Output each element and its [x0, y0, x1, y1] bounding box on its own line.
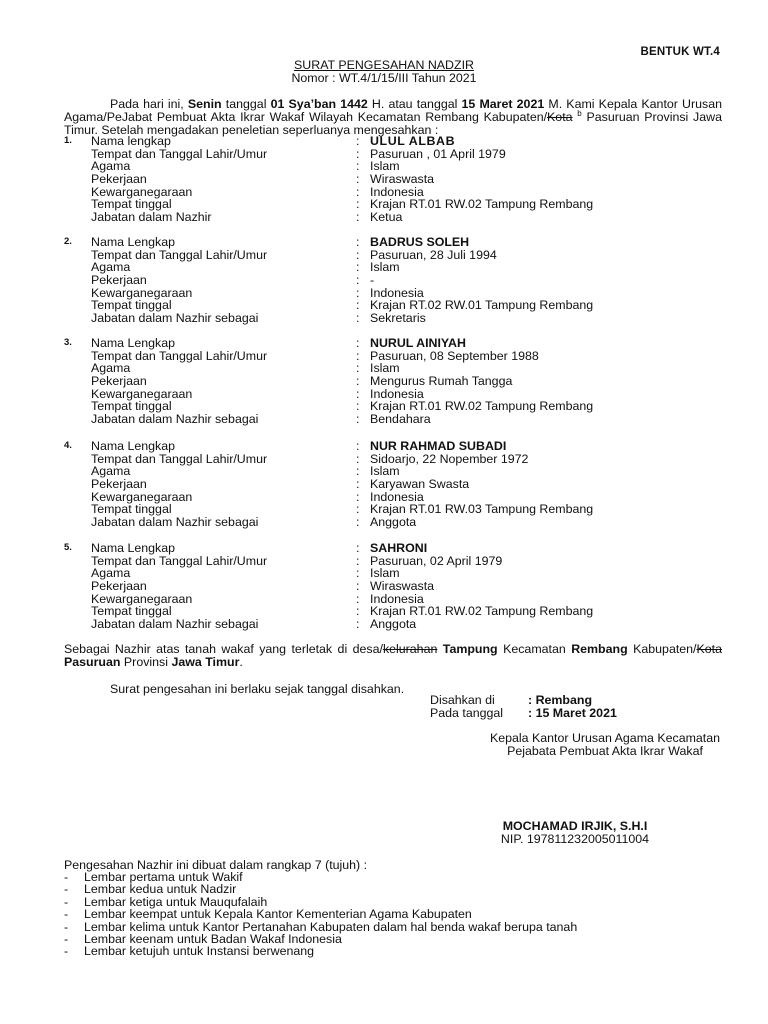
field-value: Ketua: [370, 210, 403, 225]
field-value: Islam: [370, 260, 400, 275]
field-label: Nama Lengkap: [91, 235, 176, 249]
field-label: Kewarganegaraan: [91, 591, 193, 606]
field-value: Wiraswasta: [370, 579, 435, 594]
field-value: Krajan RT.01 RW.02 Tampung Rembang: [370, 604, 594, 619]
field-value: Pasuruan, 28 Juli 1994: [370, 247, 497, 262]
field-value: Bendahara: [370, 412, 431, 427]
field-label: Tempat tinggal: [91, 502, 172, 517]
field-value: Krajan RT.01 RW.02 Tampung Rembang: [370, 399, 594, 414]
field-label: Tempat dan Tanggal Lahir/Umur: [91, 553, 268, 568]
ratified-place: Disahkan di : Rembang: [430, 693, 593, 707]
field-label: Agama: [91, 464, 131, 479]
field-label: Pekerjaan: [91, 477, 147, 492]
field-label: Tempat tinggal: [91, 298, 172, 313]
field-label: Agama: [91, 361, 131, 376]
member-number: 2.: [64, 236, 72, 247]
field-label: Tempat tinggal: [91, 399, 172, 414]
field-label: Pekerjaan: [91, 579, 147, 594]
member-number: 5.: [64, 542, 72, 553]
intro-paragraph: Pada hari ini, Senin tanggal 01 Sya’ban 1442 H. atau tanggal 15 Maret 2021 M. Kami Kepala Kantor Urusan Agama/PeJabat Pembuat Akta Ikrar Wakaf Wilayah Kecamatan Rembang Kabupaten/Kota $^b$ Pasuruan Provinsi Jawa Timur. Setelah mengadakan peneletian seperluanya mengesahkan :: [64, 97, 722, 137]
field-value: Pasuruan , 01 April 1979: [370, 146, 506, 161]
field-value: Krajan RT.01 RW.03 Tampung Rembang: [370, 502, 594, 517]
nadzir-member-3: 3. Nama Lengkap : NURUL AINIYAH Tempat dan Tanggal Lahir/Umur : Pasuruan, 08 September 1988 Agama : Islam Pekerjaan : Mengurus Rumah Tangga Kewarganegaraan : Indonesia Tempat tinggal : Krajan RT.01 RW.02 Tampung Rembang Jabatan dalam Nazhir sebagai : Bendahara: [64, 336, 594, 427]
field-value: Pasuruan, 08 September 1988: [370, 348, 539, 363]
form-label: BENTUK WT.4: [640, 46, 720, 58]
member-name: NURUL AINIYAH: [370, 336, 466, 350]
field-value: Indonesia: [370, 285, 424, 300]
nadzir-member-1: 1. Nama lengkap : ULUL ALBAB Tempat dan Tanggal Lahir/Umur : Pasuruan , 01 April 1979 Agama : Islam Pekerjaan : Wiraswasta Kewarganegaraan : Indonesia Tempat tinggal : Krajan RT.01 RW.02 Tampung Rembang Jabatan dalam Nazhir : Ketua: [64, 134, 594, 225]
field-value: Indonesia: [370, 386, 424, 401]
signatory-title-line2: Pejabata Pembuat Akta Ikrar Wakaf: [507, 744, 703, 758]
field-label: Pekerjaan: [91, 374, 147, 389]
member-name: NUR RAHMAD SUBADI: [370, 439, 507, 453]
member-number: 4.: [64, 440, 72, 451]
field-label: Jabatan dalam Nazhir sebagai: [91, 412, 259, 427]
field-label: Tempat tinggal: [91, 604, 172, 619]
document-number: Nomor : WT.4/1/15/III Tahun 2021: [291, 71, 477, 85]
field-label: Kewarganegaraan: [91, 184, 193, 199]
field-value: Krajan RT.02 RW.01 Tampung Rembang: [370, 298, 594, 313]
field-value: Islam: [370, 566, 400, 581]
field-label: Kewarganegaraan: [91, 489, 193, 504]
field-label: Pekerjaan: [91, 172, 147, 187]
field-label: Jabatan dalam Nazhir sebagai: [91, 515, 259, 530]
field-value: Anggota: [370, 617, 417, 632]
signatory-title-line1: Kepala Kantor Urusan Agama Kecamatan: [489, 731, 721, 745]
field-value: Anggota: [370, 515, 417, 530]
field-value: Karyawan Swasta: [370, 477, 470, 492]
field-value: Sidoarjo, 22 Nopember 1972: [370, 451, 529, 466]
copies-intro: Pengesahan Nazhir ini dibuat dalam rangkap 7 (tujuh) :: [64, 858, 368, 872]
field-value: Indonesia: [370, 591, 424, 606]
field-label: Pekerjaan: [91, 273, 147, 288]
nadzir-member-2: 2. Nama Lengkap : BADRUS SOLEH Tempat dan Tanggal Lahir/Umur : Pasuruan, 28 Juli 1994 Agama : Islam Pekerjaan : - Kewarganegaraan : Indonesia Tempat tinggal : Krajan RT.02 RW.01 Tampung Rembang Jabatan dalam Nazhir sebagai : Sekretaris: [64, 235, 594, 326]
field-value: Sekretaris: [370, 311, 426, 326]
field-label: Nama lengkap: [91, 134, 171, 148]
closing-paragraph: Sebagai Nazhir atas tanah wakaf yang terletak di desa/kelurahan Tampung Kecamatan Rembang Kabupaten/Kota Pasuruan Provinsi Jawa Timur.: [64, 642, 722, 669]
member-number: 1.: [64, 135, 72, 146]
field-value: Krajan RT.01 RW.02 Tampung Rembang: [370, 197, 594, 212]
field-label: Tempat tinggal: [91, 197, 172, 212]
field-value: Wiraswasta: [370, 172, 435, 187]
field-label: Tempat dan Tanggal Lahir/Umur: [91, 146, 268, 161]
ratified-date: Pada tanggal : 15 Maret 2021: [430, 706, 617, 720]
member-name: BADRUS SOLEH: [370, 235, 470, 249]
field-label: Nama Lengkap: [91, 336, 176, 350]
member-name: ULUL ALBAB: [370, 134, 456, 148]
field-label: Nama Lengkap: [91, 541, 176, 555]
field-value: Pasuruan, 02 April 1979: [370, 553, 503, 568]
signatory-nip: NIP. 197811232005011004: [500, 832, 650, 846]
field-label: Jabatan dalam Nazhir sebagai: [91, 617, 259, 632]
member-name: SAHRONI: [370, 541, 428, 555]
field-label: Kewarganegaraan: [91, 386, 193, 401]
field-label: Tempat dan Tanggal Lahir/Umur: [91, 247, 268, 262]
field-label: Agama: [91, 159, 131, 174]
field-label: Jabatan dalam Nazhir sebagai: [91, 311, 259, 326]
field-value: Indonesia: [370, 489, 424, 504]
field-label: Agama: [91, 260, 131, 275]
validity-statement: Surat pengesahan ini berlaku sejak tanggal disahkan.: [110, 682, 405, 696]
field-value: Mengurus Rumah Tangga: [370, 374, 513, 389]
field-value: Islam: [370, 159, 400, 174]
nadzir-member-5: 5. Nama Lengkap : SAHRONI Tempat dan Tanggal Lahir/Umur : Pasuruan, 02 April 1979 Agama : Islam Pekerjaan : Wiraswasta Kewarganegaraan : Indonesia Tempat tinggal : Krajan RT.01 RW.02 Tampung Rembang Jabatan dalam Nazhir sebagai : Anggota: [64, 541, 594, 632]
nadzir-member-4: 4. Nama Lengkap : NUR RAHMAD SUBADI Tempat dan Tanggal Lahir/Umur : Sidoarjo, 22 Nopember 1972 Agama : Islam Pekerjaan : Karyawan Swasta Kewarganegaraan : Indonesia Tempat tinggal : Krajan RT.01 RW.03 Tampung Rembang Jabatan dalam Nazhir sebagai : Anggota: [64, 439, 594, 530]
signatory-name: MOCHAMAD IRJIK, S.H.I: [502, 819, 648, 833]
field-label: Agama: [91, 566, 131, 581]
field-value: Islam: [370, 361, 400, 376]
field-label: Nama Lengkap: [91, 439, 176, 453]
member-number: 3.: [64, 337, 72, 348]
field-label: Tempat dan Tanggal Lahir/Umur: [91, 451, 268, 466]
document-title: SURAT PENGESAHAN NADZIR: [294, 58, 474, 72]
field-label: Tempat dan Tanggal Lahir/Umur: [91, 348, 268, 363]
field-value: Islam: [370, 464, 400, 479]
field-label: Jabatan dalam Nazhir: [91, 210, 212, 225]
field-label: Kewarganegaraan: [91, 285, 193, 300]
field-value: -: [370, 273, 375, 288]
field-value: Indonesia: [370, 184, 424, 199]
